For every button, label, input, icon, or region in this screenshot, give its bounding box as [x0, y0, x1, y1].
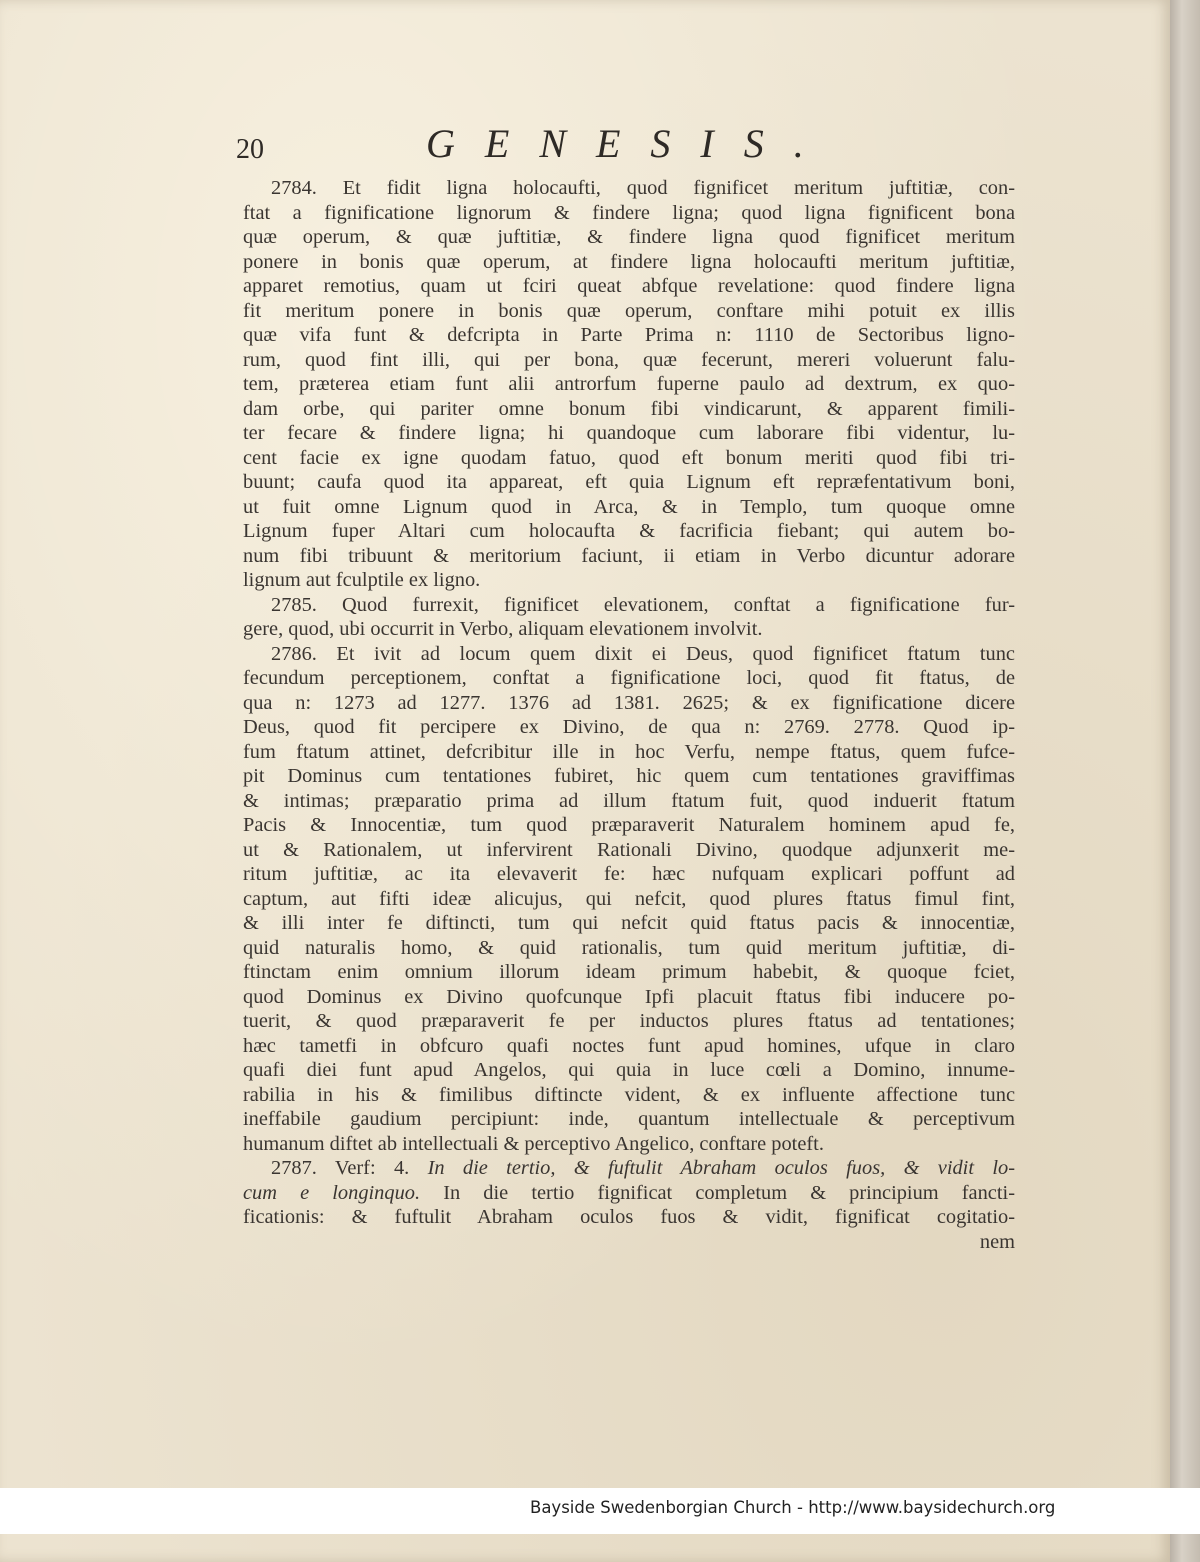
- running-title: GENESIS.: [426, 121, 834, 166]
- text-line: humanum diftet ab intellectuali & perceptivo Angelico, conftare poteft.: [243, 1132, 824, 1155]
- text-line: buunt; caufa quod ita appareat, eft quia Lignum eft repræfentativum boni,: [243, 471, 1015, 493]
- catchword: nem: [979, 1230, 1015, 1253]
- footer-credit: Bayside Swedenborgian Church - http://www.baysidechurch.org: [530, 1498, 1056, 1517]
- text-line: captum, aut fifti ideæ alicujus, qui nefcit, quod plures ftatus fimul fint,: [243, 887, 1015, 910]
- text-line: 2786. Et ivit ad locum quem dixit ei Deus, quod fignificet ftatum tunc: [271, 642, 1015, 665]
- text-line: ritum juftitiæ, ac ita elevaverit fe: hæc nufquam explicari poffunt ad: [243, 863, 1015, 885]
- paragraph-lines: [243, 176, 1015, 1156]
- text-line: quid naturalis homo, & quid rationalis, tum quid meritum juftitiæ, di-: [243, 936, 1015, 959]
- text-line: ponere in bonis quæ operum, at findere ligna holocaufti meritum juftitiæ,: [243, 250, 1015, 273]
- page-number: 20: [236, 134, 264, 165]
- text-line: num fibi tribuunt & meritorium faciunt, ii etiam in Verbo dicuntur adorare: [243, 544, 1015, 567]
- page-edge: [1170, 0, 1200, 1562]
- text-line: ficationis: & fuftulit Abraham oculos fuos & vidit, fignificat cogitatio-: [243, 1206, 1015, 1228]
- text-block: [243, 176, 1015, 1254]
- italic-quote: In die tertio, & fuftulit Abraham oculos fuos, & vidit lo-: [427, 1157, 1015, 1179]
- text-line: ut fuit omne Lignum quod in Arca, & in Templo, tum quoque omne: [243, 495, 1015, 518]
- text-line: ftat a fignificatione lignorum & findere ligna; quod ligna fignificent bona: [243, 201, 1015, 224]
- text-line: 2785. Quod furrexit, fignificet elevationem, conftat a fignificatione fur-: [271, 593, 1015, 616]
- text-line: Deus, quod fit percipere ex Divino, de qua n: 2769. 2778. Quod ip-: [243, 716, 1015, 738]
- text-line: lignum aut fculptile ex ligno.: [243, 569, 481, 591]
- page-header: [236, 120, 1026, 170]
- text-line: rabilia in his & fimilibus diftincte vident, & ex influente affectione tunc: [243, 1083, 1015, 1106]
- text-line: ut & Rationalem, ut infervirent Rationali Divino, quodque adjunxerit me-: [243, 838, 1015, 861]
- text-line: Lignum fuper Altari cum holocaufta & facrificia fiebant; qui autem bo-: [243, 520, 1015, 542]
- text-line: fum ftatum attinet, defcribitur ille in hoc Verfu, nempe ftatus, quem fufce-: [243, 740, 1015, 763]
- text-line: fit meritum ponere in bonis quæ operum, conftare mihi potuit ex illis: [243, 299, 1015, 322]
- text-line: quod Dominus ex Divino quofcunque Ipfi placuit ftatus fibi inducere po-: [243, 985, 1015, 1008]
- italic-quote: cum e longinquo.: [243, 1181, 421, 1204]
- text-line: tem, præterea etiam funt alii antrorfum fuperne paulo ad dextrum, ex quo-: [243, 373, 1015, 395]
- text-line: dam orbe, qui pariter omne bonum fibi vindicarunt, & apparent fimili-: [243, 397, 1015, 420]
- paragraph-number: 2787. Verf: 4.: [271, 1157, 410, 1179]
- text-line: 2784. Et fidit ligna holocaufti, quod fignificet meritum juftitiæ, con-: [271, 177, 1015, 199]
- text-line: gere, quod, ubi occurrit in Verbo, aliquam elevationem involvit.: [243, 618, 763, 640]
- text-line: ftinctam enim omnium illorum ideam primum habebit, & quoque fciet,: [243, 961, 1015, 983]
- text-line: apparet remotius, quam ut fciri queat abfque revelatione: quod findere ligna: [243, 275, 1015, 297]
- text-line: ter fecare & findere ligna; hi quandoque cum laborare fibi videntur, lu-: [243, 422, 1015, 444]
- text-line: tuerit, & quod præparaverit fe per inductos plures ftatus ad tentationes;: [243, 1010, 1015, 1032]
- text-segment: In die tertio fignificat completum & principium fancti-: [443, 1181, 1015, 1204]
- text-line: qua n: 1273 ad 1277. 1376 ad 1381. 2625; & ex fignificatione dicere: [243, 691, 1015, 714]
- text-line: & intimas; præparatio prima ad illum ftatum fuit, quod induerit ftatum: [243, 789, 1015, 812]
- text-line: rum, quod fint illi, qui per bona, quæ fecerunt, mereri voluerunt falu-: [243, 348, 1015, 371]
- text-line: ineffabile gaudium percipiunt: inde, quantum intellectuale & perceptivum: [243, 1108, 1015, 1130]
- text-line: pit Dominus cum tentationes fubiret, hic quem cum tentationes graviffimas: [243, 765, 1015, 787]
- text-line: [243, 1181, 1015, 1206]
- text-line: quæ operum, & quæ juftitiæ, & findere ligna quod fignificet meritum: [243, 226, 1015, 248]
- text-line: [243, 1156, 1015, 1181]
- text-line: Pacis & Innocentiæ, tum quod præparaverit Naturalem hominem apud fe,: [243, 814, 1015, 836]
- text-line: fecundum perceptionem, conftat a fignificatione loci, quod fit ftatus, de: [243, 667, 1015, 689]
- text-line: & illi inter fe diftincti, tum qui nefcit quid ftatus pacis & innocentiæ,: [243, 912, 1015, 934]
- text-line: quafi diei funt apud Angelos, qui quia in luce cœli a Domino, innume-: [243, 1059, 1015, 1081]
- text-line: hæc tametfi in obfcuro quafi noctes funt apud homines, ufque in claro: [243, 1034, 1015, 1057]
- text-line: quæ vifa funt & defcripta in Parte Prima n: 1110 de Sectoribus ligno-: [243, 324, 1015, 346]
- text-line: cent facie ex igne quodam fatuo, quod eft bonum meriti quod fibi tri-: [243, 446, 1015, 469]
